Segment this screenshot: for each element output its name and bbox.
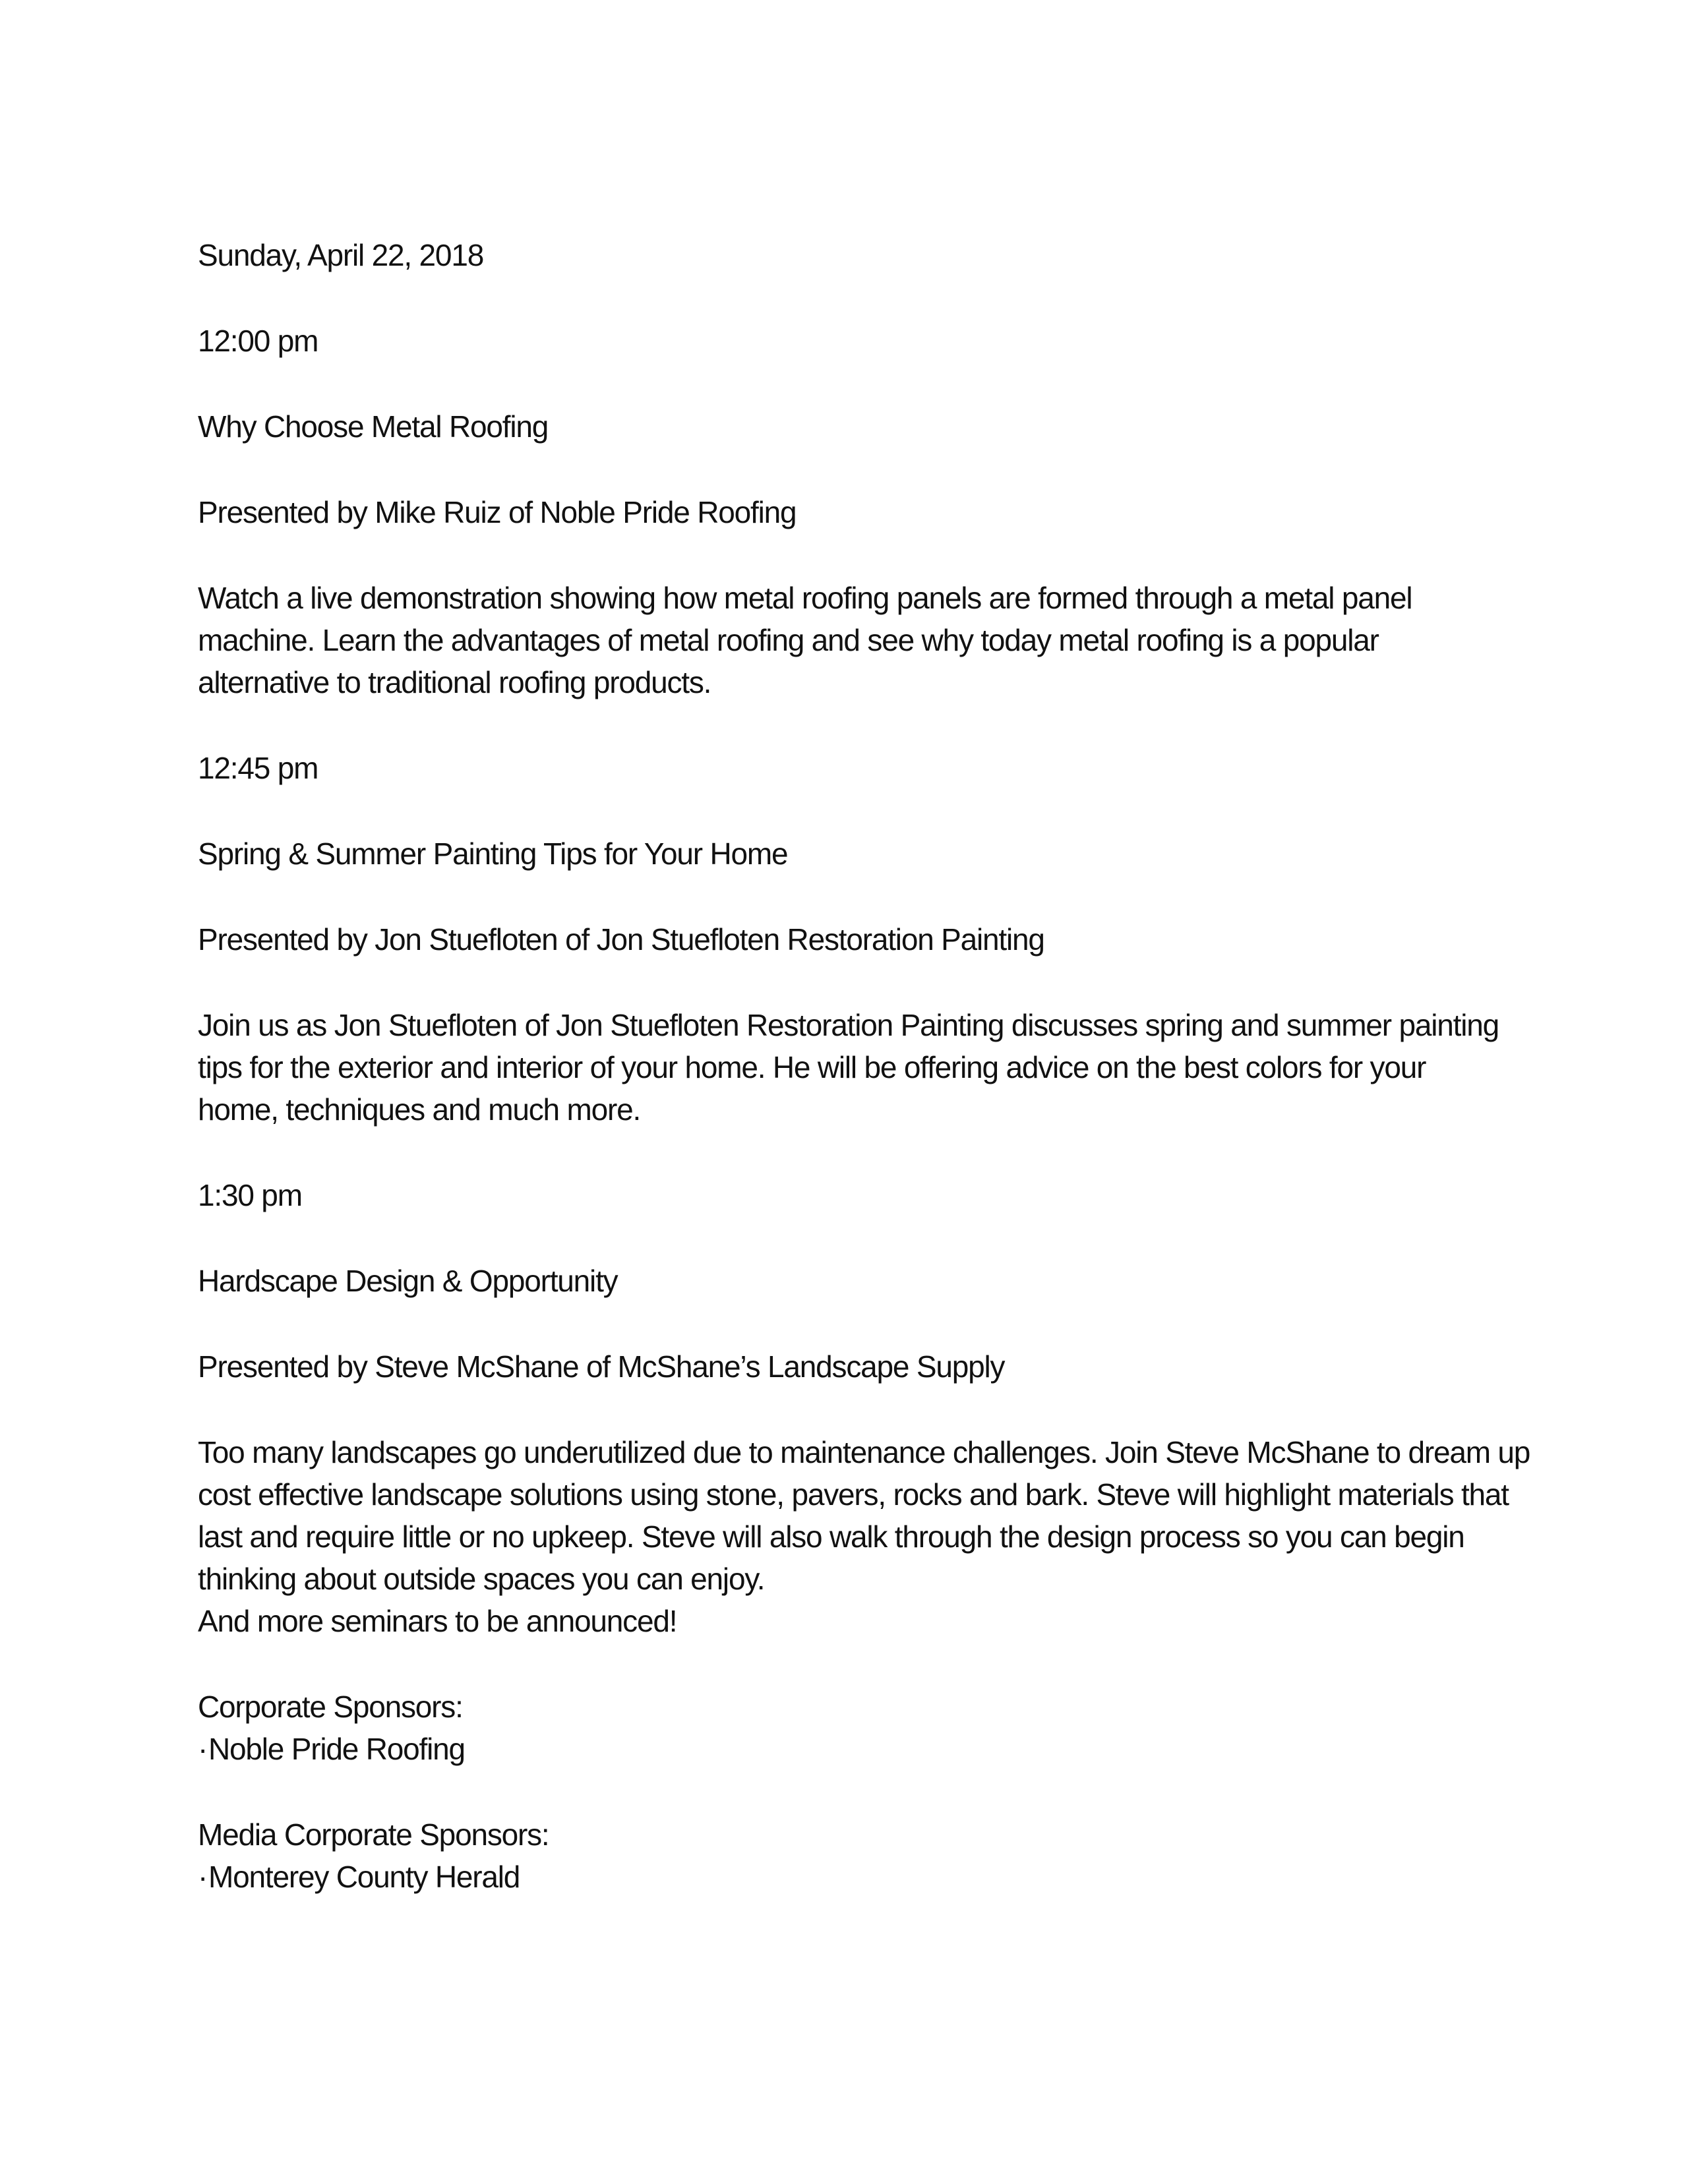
description-line: alternative to traditional roofing products.: [198, 665, 711, 699]
document-body: [198, 234, 1530, 1898]
seminar-description: [198, 1431, 1530, 1600]
description-line: tips for the exterior and interior of your home. He will be offering advice on the best colors for your: [198, 1050, 1426, 1084]
seminar-time: 12:45 pm: [198, 751, 318, 785]
seminar-description: [198, 577, 1510, 703]
seminar-presenter: Presented by Mike Ruiz of Noble Pride Roofing: [198, 495, 797, 529]
seminar-description: [198, 1004, 1510, 1131]
media-sponsors-heading: Media Corporate Sponsors:: [198, 1817, 549, 1852]
description-line: Watch a live demonstration showing how metal roofing panels are formed through a metal panel: [198, 581, 1412, 615]
seminar-presenter: Presented by Jon Stuefloten of Jon Stuefloten Restoration Painting: [198, 922, 1044, 957]
sponsor-name: Noble Pride Roofing: [208, 1732, 465, 1766]
description-line: Join us as Jon Stuefloten of Jon Stuefloten Restoration Painting discusses spring and summer painting: [198, 1008, 1499, 1042]
description-line: last and require little or no upkeep. Steve will also walk through the design process so you can begin: [198, 1520, 1464, 1554]
seminar-time: 12:00 pm: [198, 324, 318, 358]
corporate-sponsors-heading: Corporate Sponsors:: [198, 1690, 463, 1724]
seminar-title: Spring & Summer Painting Tips for Your Home: [198, 837, 788, 871]
corporate-sponsor-item: [198, 1728, 1510, 1770]
description-line: Too many landscapes go underutilized due to maintenance challenges. Join Steve McShane to dream up: [198, 1435, 1530, 1469]
seminar-title: Hardscape Design & Opportunity: [198, 1264, 618, 1298]
description-line: home, techniques and much more.: [198, 1092, 641, 1127]
event-date: Sunday, April 22, 2018: [198, 238, 484, 272]
description-line: machine. Learn the advantages of metal roofing and see why today metal roofing is a popular: [198, 623, 1379, 657]
seminar-title: Why Choose Metal Roofing: [198, 409, 549, 444]
bullet-icon: ·: [198, 1732, 208, 1766]
sponsor-name: Monterey County Herald: [208, 1860, 520, 1894]
description-line: thinking about outside spaces you can enjoy.: [198, 1562, 765, 1596]
description-line: cost effective landscape solutions using stone, pavers, rocks and bark. Steve will highlight materials that: [198, 1477, 1509, 1512]
bullet-icon: ·: [198, 1860, 208, 1894]
seminar-presenter: Presented by Steve McShane of McShane’s Landscape Supply: [198, 1349, 1005, 1384]
media-sponsor-item: [198, 1856, 1510, 1898]
more-seminars-note: And more seminars to be announced!: [198, 1604, 677, 1638]
seminar-time: 1:30 pm: [198, 1178, 302, 1212]
